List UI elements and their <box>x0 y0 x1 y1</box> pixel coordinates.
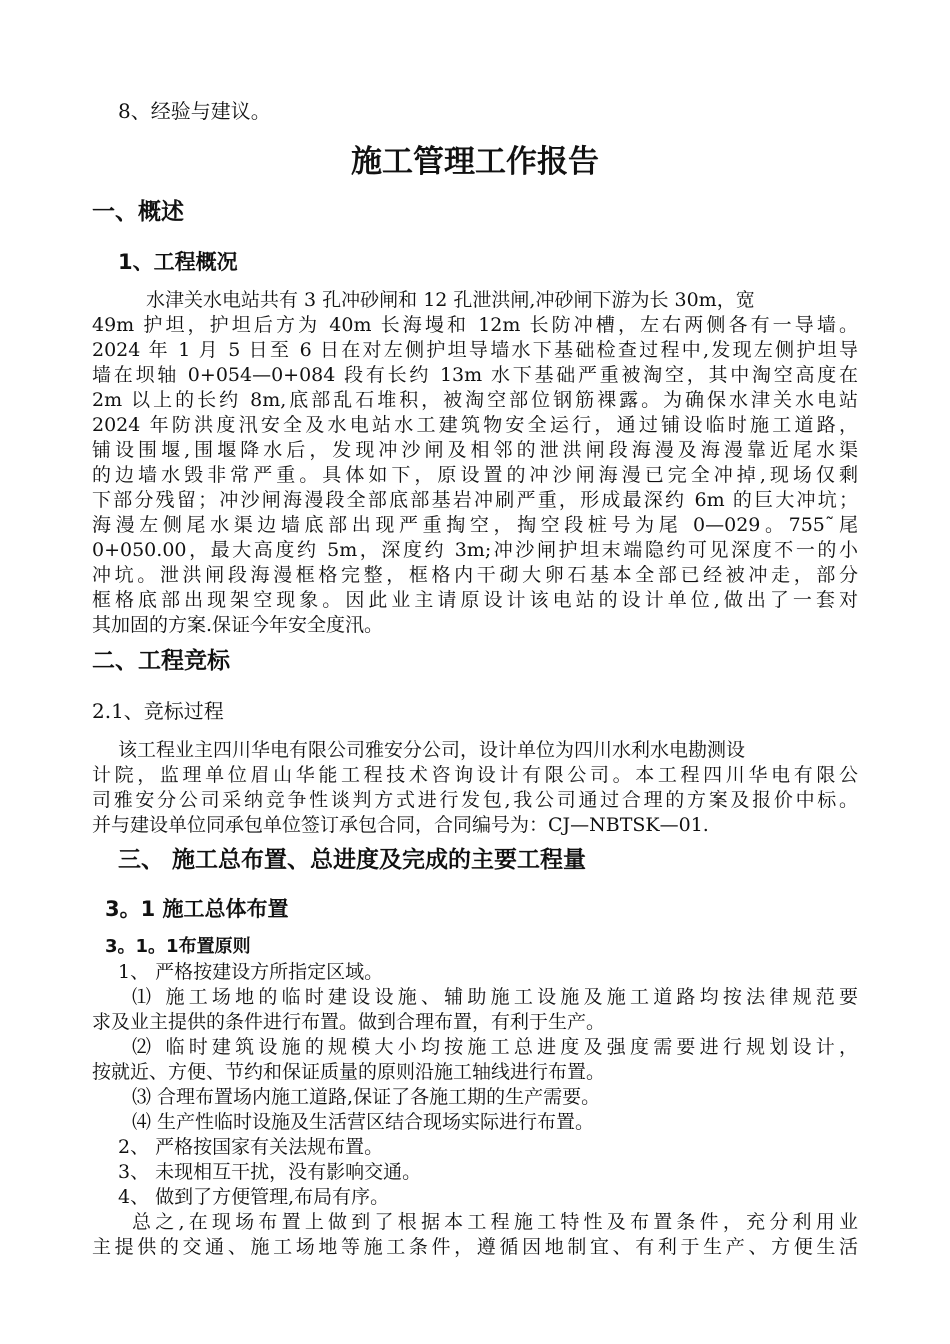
section-3-1-1-heading: 3。1。1布置原则 <box>105 936 251 957</box>
paragraph-line: 铺设围堰,围堰降水后，发现冲沙闸及相邻的泄洪闸段海漫及海漫靠近尾水渠 <box>92 439 858 461</box>
paragraph-line: 2024 年 1 月 5 日至 6 日在对左侧护坦导墙水下基础检查过程中,发现左侧护坦导 <box>92 339 858 361</box>
paragraph-line: 框格底部出现架空现象。因此业主请原设计该电站的设计单位,做出了一套对 <box>92 589 858 611</box>
section-2-heading: 二、工程竞标 <box>92 648 230 674</box>
section-1-heading: 一、概述 <box>92 199 184 225</box>
paragraph-line: 2m 以上的长约 8m,底部乱石堆积，被淘空部位钢筋裸露。为确保水津关水电站 <box>92 389 858 411</box>
paragraph-line: 并与建设单位同承包单位签订承包合同，合同编号为：CJ—NBTSK—01. <box>92 814 709 836</box>
paragraph-line: 的边墙水毁非常严重。具体如下，原设置的冲沙闸海漫已完全冲掉,现场仅剩 <box>92 464 858 486</box>
paragraph-line: 墙在坝轴 0+054—0+084 段有长约 13m 水下基础严重被淘空，其中淘空高度在 <box>92 364 858 386</box>
paragraph-line: 其加固的方案.保证今年安全度汛。 <box>92 614 384 636</box>
list-item: 按就近、方便、节约和保证质量的原则沿施工轴线进行布置。 <box>92 1061 606 1083</box>
paragraph-line: 该工程业主四川华电有限公司雅安分公司，设计单位为四川水利水电勘测设 <box>118 739 746 761</box>
section-2-1-heading: 2.1、竞标过程 <box>92 699 224 723</box>
section-3-1-heading: 3。1 施工总体布置 <box>105 897 289 921</box>
list-item: 1、 严格按建设方所指定区域。 <box>118 961 384 983</box>
section-1-1-heading: 1、工程概况 <box>118 250 238 274</box>
section-3-heading: 三、 施工总布置、总进度及完成的主要工程量 <box>118 847 587 873</box>
list-item: ⑶ 合理布置场内施工道路,保证了各施工期的生产需要。 <box>132 1086 601 1108</box>
paragraph-line: 总之,在现场布置上做到了根据本工程施工特性及布置条件，充分利用业 <box>132 1211 858 1233</box>
paragraph-line: 司雅安分公司采纳竞争性谈判方式进行发包,我公司通过合理的方案及报价中标。 <box>92 789 858 811</box>
list-item: 2、 严格按国家有关法规布置。 <box>118 1136 384 1158</box>
paragraph-line: 冲坑。泄洪闸段海漫框格完整，框格内干砌大卵石基本全部已经被冲走，部分 <box>92 564 858 586</box>
list-item: 4、 做到了方便管理,布局有序。 <box>118 1186 390 1208</box>
paragraph-line: 海漫左侧尾水渠边墙底部出现严重掏空，掏空段桩号为尾 0—029。755˜尾 <box>92 514 858 536</box>
paragraph-line: 下部分残留；冲沙闸海漫段全部底部基岩冲刷严重，形成最深约 6m 的巨大冲坑； <box>92 489 858 511</box>
paragraph-line: 主提供的交通、施工场地等施工条件，遵循因地制宜、有利于生产、方便生活 <box>92 1236 858 1258</box>
paragraph-line: 0+050.00，最大高度约 5m，深度约 3m;冲沙闸护坦末端隐约可见深度不一的小 <box>92 539 858 561</box>
paragraph-line: 49m 护坦，护坦后方为 40m 长海墁和 12m 长防冲槽，左右两侧各有一导墙。 <box>92 314 858 336</box>
paragraph-line: 2024 年防洪度汛安全及水电站水工建筑物安全运行，通过铺设临时施工道路， <box>92 414 858 436</box>
list-item: ⑵ 临时建筑设施的规模大小均按施工总进度及强度需要进行规划设计， <box>132 1036 858 1058</box>
list-item: 求及业主提供的条件进行布置。做到合理布置，有利于生产。 <box>92 1011 606 1033</box>
paragraph-line: 计院，监理单位眉山华能工程技术咨询设计有限公司。本工程四川华电有限公 <box>92 764 858 786</box>
paragraph-line: 水津关水电站共有 3 孔冲砂闸和 12 孔泄洪闸,冲砂闸下游为长 30m，宽 <box>146 289 755 311</box>
toc-item: 8、经验与建议。 <box>118 99 271 123</box>
document-title: 施工管理工作报告 <box>351 144 599 180</box>
list-item: ⑷ 生产性临时设施及生活营区结合现场实际进行布置。 <box>132 1111 595 1133</box>
list-item: ⑴ 施工场地的临时建设设施、辅助施工设施及施工道路均按法律规范要 <box>132 986 858 1008</box>
list-item: 3、 未现相互干扰，没有影响交通。 <box>118 1161 422 1183</box>
